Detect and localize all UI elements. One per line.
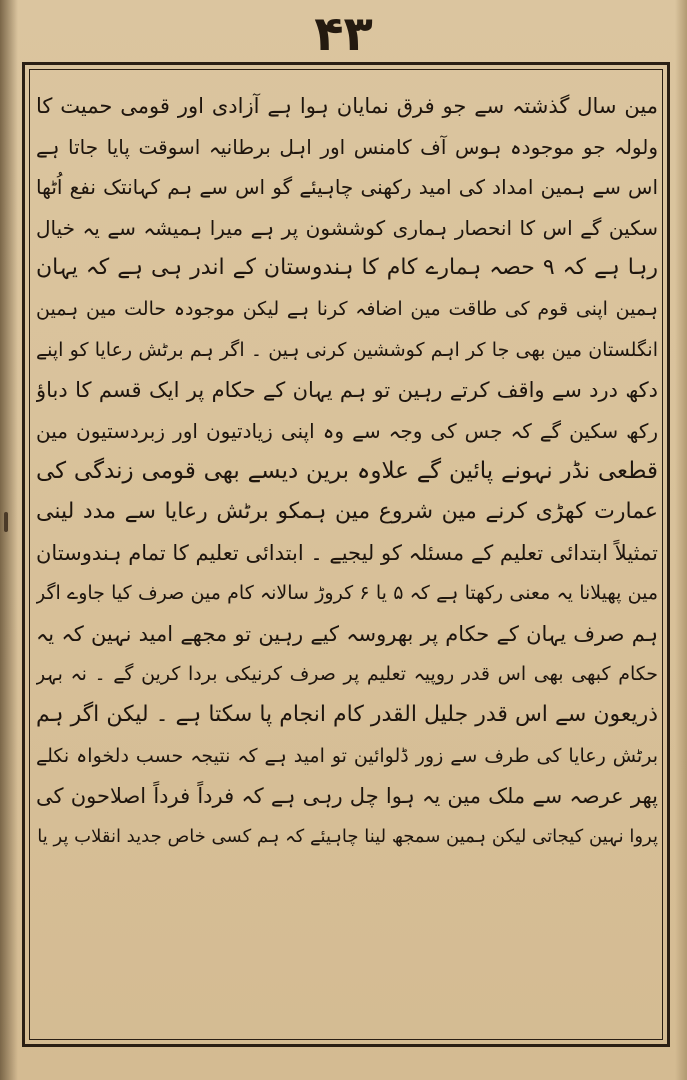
text-line: پروا نہین کیجاتی لیکن ہمین سمجھ لینا چاہیئے کہ ہم کسی خاص جدید انقلاب پر یا bbox=[37, 825, 658, 847]
page-edge bbox=[675, 0, 687, 1080]
text-line: ولولہ جو موجودہ ہوس آف کامنس اور اہل برطانیہ اسوقت پایا جاتا ہے bbox=[36, 134, 658, 159]
text-line: انگلستان مین بھی جا کر اہم کوششین کرنی ہین ۔ اگر ہم برٹش رعایا کو اپنے bbox=[36, 338, 658, 361]
text-line: مین پھیلانا یہ معنی رکھتا ہے کہ ۵ یا ۶ کروڑ سالانہ کام مین صرف کیا جاوے اگر bbox=[36, 582, 658, 605]
text-line: رکھ سکین گے کہ جس کی وجہ سے وہ اپنی زیادتیون اور زبردستیون مین bbox=[36, 418, 658, 443]
text-line: رہا ہے کہ ۹ حصہ ہمارے کام کا ہندوستان کے اندر ہی ہے کہ یہان bbox=[36, 255, 658, 281]
text-line: پھر عرصہ سے ملک مین یہ ہوا چل رہی ہے کہ فرداً فرداً اصلاحون کی bbox=[36, 784, 658, 809]
text-line: ذریعون سے اس قدر جلیل القدر کام انجام پا سکتا ہے ۔ لیکن اگر ہم bbox=[36, 701, 658, 727]
ink-speck bbox=[4, 512, 8, 532]
text-line: عمارت کھڑی کرنے مین شروع مین ہمکو برٹش رعایا سے مدد لینی bbox=[36, 498, 658, 524]
text-line: قطعی نڈر نہونے پائین گے علاوہ برین دیسے بھی قومی زندگی کی bbox=[36, 458, 658, 485]
body-text bbox=[36, 86, 658, 1026]
binding-shadow bbox=[0, 0, 18, 1080]
text-line: تمثیلاً ابتدائی تعلیم کے مسئلہ کو لیجیے ۔ ابتدائی تعلیم کا تمام ہندوستان bbox=[36, 540, 658, 565]
text-line: اس سے ہمین امداد کی امید رکھنی چاہیئے گو اس سے ہم کہانتک نفع اُٹھا bbox=[36, 175, 658, 200]
page-number: ۴۳ bbox=[314, 6, 373, 62]
text-line: ہم صرف یہان کے حکام پر بھروسہ کیے رہین تو مجھے امید نہین کہ یہ bbox=[36, 621, 658, 646]
text-line: برٹش رعایا کی طرف سے زور ڈلوائین تو امید ہے کہ نتیجہ حسب دلخواہ نکلے bbox=[36, 744, 658, 767]
text-line: دکھ درد سے واقف کرتے رہین تو ہم یہان کے حکام پر ایک قسم کا دباؤ bbox=[36, 378, 658, 403]
text-line: سکین گے اس کا انحصار ہماری کوششون پر ہے میرا ہمیشہ سے یہ خیال bbox=[36, 215, 658, 240]
text-line: حکام کبھی بھی اس قدر روپیہ تعلیم پر صرف کرنیکی بردا کرین گے ۔ نہ بہر bbox=[36, 663, 658, 686]
text-line: مین سال گذشتہ سے جو فرق نمایان ہوا ہے آزادی اور قومی حمیت کا bbox=[36, 94, 658, 118]
text-line: ہمین اپنی قوم کی طاقت مین اضافہ کرنا ہے لیکن موجودہ حالت مین ہمین bbox=[36, 297, 658, 320]
